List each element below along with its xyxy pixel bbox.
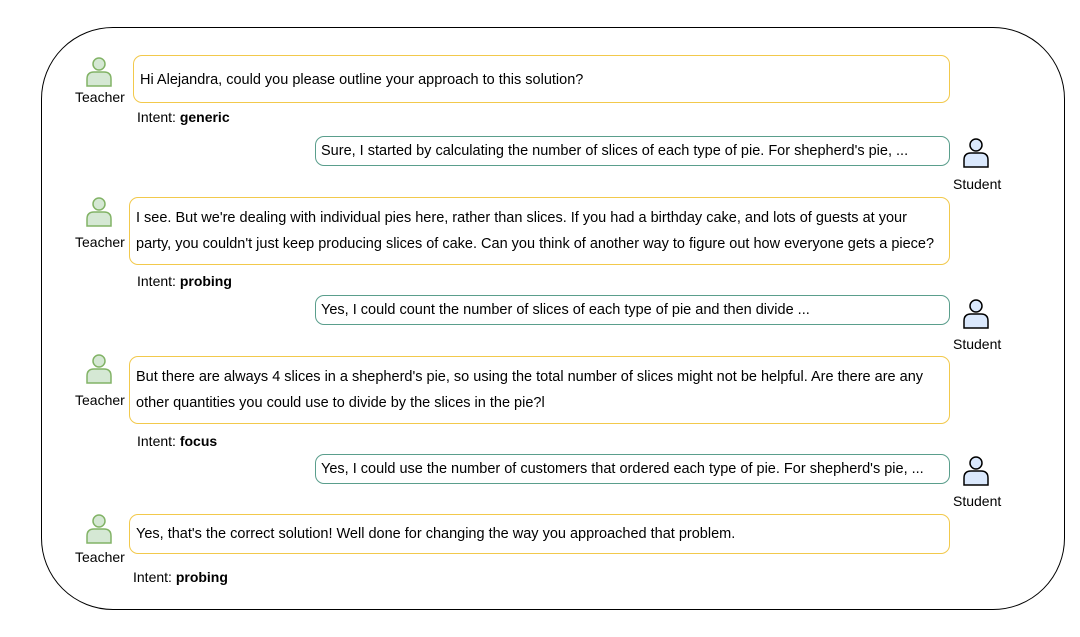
teacher-person-icon (86, 354, 112, 384)
intent-label (137, 109, 230, 125)
teacher-message-bubble: Yes, that's the correct solution! Well done for changing the way you approached that problem. (129, 514, 950, 554)
student-message-bubble: Yes, I could use the number of customers that ordered each type of pie. For shepherd's pie, ... (315, 454, 950, 484)
teacher-person-icon (86, 514, 112, 544)
student-message-bubble: Sure, I started by calculating the number of slices of each type of pie. For shepherd's pie, ... (315, 136, 950, 166)
teacher-role-label: Teacher (75, 392, 125, 408)
intent-prefix: Intent: (137, 273, 176, 289)
teacher-message-bubble: Hi Alejandra, could you please outline your approach to this solution? (133, 55, 950, 103)
teacher-role-label: Teacher (75, 549, 125, 565)
intent-prefix: Intent: (137, 433, 176, 449)
teacher-person-icon (86, 197, 112, 227)
intent-value: probing (179, 273, 232, 289)
student-person-icon (963, 456, 989, 486)
intent-label (137, 433, 217, 449)
student-role-label: Student (953, 493, 1002, 509)
student-message-bubble: Yes, I could count the number of slices of each type of pie and then divide ... (315, 295, 950, 325)
intent-value: focus (179, 433, 218, 449)
student-role-label: Student (953, 176, 1002, 192)
student-person-icon (963, 299, 989, 329)
intent-value: probing (175, 569, 228, 585)
teacher-message-bubble: But there are always 4 slices in a shepherd's pie, so using the total number of slices might not be helpful. Are there are any other quantities you could use to divide by the slices in the pie?l (129, 356, 950, 424)
teacher-role-label: Teacher (75, 234, 125, 250)
teacher-message-bubble: I see. But we're dealing with individual pies here, rather than slices. If you had a birthday cake, and lots of guests at your party, you couldn't just keep producing slices of cake. Can you think of another way to figure out how everyone gets a piece? (129, 197, 950, 265)
intent-prefix: Intent: (137, 109, 176, 125)
student-person-icon (963, 138, 989, 168)
teacher-person-icon (86, 57, 112, 87)
intent-label (133, 569, 228, 585)
intent-label (137, 273, 232, 289)
intent-value: generic (179, 109, 230, 125)
student-role-label: Student (953, 336, 1002, 352)
intent-prefix: Intent: (133, 569, 172, 585)
teacher-role-label: Teacher (75, 89, 125, 105)
